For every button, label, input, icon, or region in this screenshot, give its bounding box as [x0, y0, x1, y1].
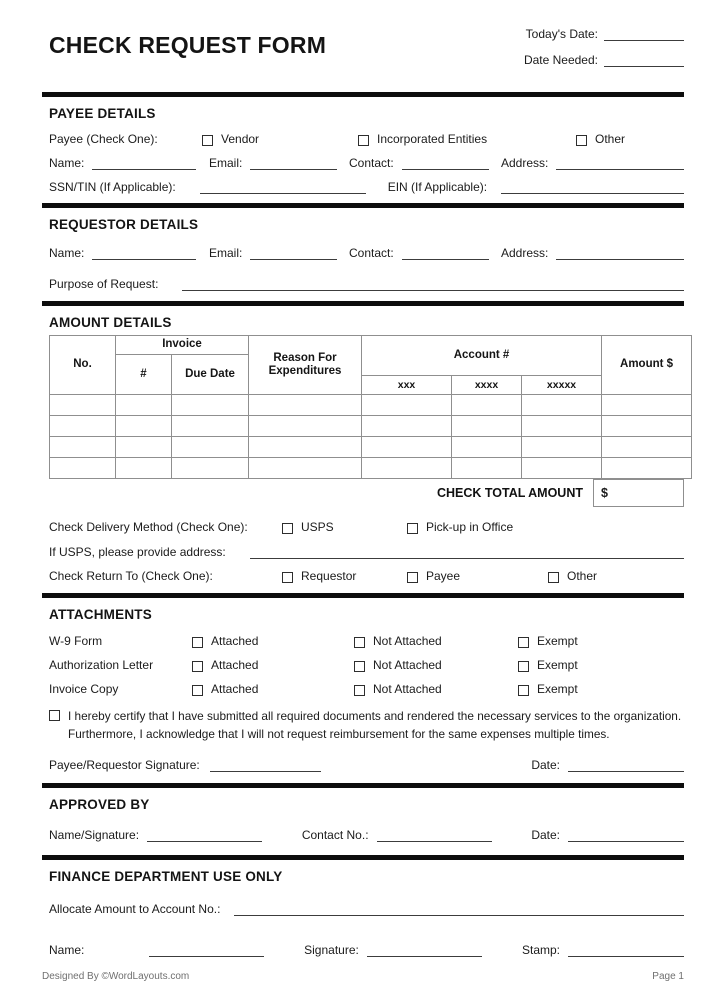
other-checkbox-icon[interactable]	[576, 135, 587, 146]
payee-ssn-label: SSN/TIN (If Applicable):	[49, 180, 176, 194]
approved-heading: APPROVED BY	[49, 796, 150, 812]
finance-signature-input[interactable]	[367, 942, 482, 957]
payee-ein-label: EIN (If Applicable):	[387, 180, 488, 194]
auth-exempt-option[interactable]: Exempt	[518, 658, 578, 672]
return-option-other[interactable]: Other	[548, 569, 597, 583]
vendor-checkbox-icon[interactable]	[202, 135, 213, 146]
requestor-address-label: Address:	[501, 246, 549, 260]
return-other-checkbox-icon[interactable]	[548, 572, 559, 583]
currency-symbol: $	[601, 486, 608, 500]
amount-cell[interactable]	[249, 458, 362, 479]
payee-option-other[interactable]: Other	[576, 132, 625, 146]
amount-cell[interactable]	[50, 416, 116, 437]
check-total-row	[49, 479, 684, 507]
attachments-date-input[interactable]	[568, 757, 684, 772]
requestor-checkbox-icon[interactable]	[282, 572, 293, 583]
amount-cell[interactable]	[50, 458, 116, 479]
section-divider	[42, 593, 684, 598]
amount-cell[interactable]	[602, 416, 692, 437]
auth-attached-checkbox-icon[interactable]	[192, 661, 203, 672]
payee-checkbox-icon[interactable]	[407, 572, 418, 583]
approved-date-label: Date:	[531, 827, 560, 842]
payee-option-incorporated[interactable]: Incorporated Entities	[358, 132, 576, 146]
approved-date-input[interactable]	[568, 827, 684, 842]
col-header-reason: Reason For Expenditures	[249, 336, 362, 395]
w9-not-attached-option[interactable]: Not Attached	[354, 634, 518, 648]
amount-cell[interactable]	[172, 416, 249, 437]
approved-by-section	[42, 797, 684, 855]
amount-cell[interactable]	[522, 416, 602, 437]
date-needed-row	[449, 52, 684, 67]
form-header	[42, 26, 684, 86]
allocate-input[interactable]	[234, 901, 684, 916]
col-header-invoice-number: #	[116, 355, 172, 395]
payee-signature-input[interactable]	[210, 757, 321, 772]
payee-signature-label: Payee/Requestor Signature:	[49, 757, 200, 772]
amount-cell[interactable]	[362, 437, 452, 458]
auth-attached-option[interactable]: Attached	[192, 658, 354, 672]
col-header-due-date: Due Date	[172, 355, 249, 395]
check-return-label: Check Return To (Check One):	[49, 569, 213, 583]
col-header-account: Account #	[362, 336, 602, 376]
invoice-not-attached-option[interactable]: Not Attached	[354, 682, 518, 696]
amount-cell[interactable]	[522, 395, 602, 416]
amount-cell[interactable]	[452, 416, 522, 437]
auth-exempt-checkbox-icon[interactable]	[518, 661, 529, 672]
requestor-details-section	[42, 217, 684, 301]
payee-email-label: Email:	[209, 156, 243, 170]
delivery-method-label: Check Delivery Method (Check One):	[49, 520, 248, 534]
check-total-input[interactable]	[593, 479, 684, 507]
purpose-label: Purpose of Request:	[49, 277, 159, 291]
attachment-row-invoice	[49, 682, 684, 696]
amount-cell[interactable]	[50, 395, 116, 416]
finance-heading: FINANCE DEPARTMENT USE ONLY	[49, 868, 283, 884]
w9-attached-checkbox-icon[interactable]	[192, 637, 203, 648]
finance-section	[42, 869, 684, 957]
finance-stamp-label: Stamp:	[521, 942, 560, 957]
amount-cell[interactable]	[362, 395, 452, 416]
date-needed-label: Date Needed:	[523, 53, 598, 67]
pickup-checkbox-icon[interactable]	[407, 523, 418, 534]
w9-not-attached-checkbox-icon[interactable]	[354, 637, 365, 648]
section-divider	[42, 783, 684, 788]
payee-details-section	[42, 106, 684, 203]
approved-name-input[interactable]	[147, 827, 262, 842]
payee-contact-label: Contact:	[349, 156, 394, 170]
payee-address-label: Address:	[501, 156, 549, 170]
requestor-email-label: Email:	[209, 246, 243, 260]
payee-name-label: Name:	[49, 156, 85, 170]
invoice-attached-checkbox-icon[interactable]	[192, 685, 203, 696]
invoice-attached-option[interactable]: Attached	[192, 682, 354, 696]
payee-name-input[interactable]	[92, 155, 196, 170]
payee-email-input[interactable]	[250, 155, 337, 170]
auth-not-attached-checkbox-icon[interactable]	[354, 661, 365, 672]
section-divider	[42, 203, 684, 208]
approved-contact-label: Contact No.:	[301, 827, 369, 842]
amount-cell[interactable]	[249, 395, 362, 416]
invoice-exempt-option[interactable]: Exempt	[518, 682, 578, 696]
w9-exempt-checkbox-icon[interactable]	[518, 637, 529, 648]
finance-signature-label: Signature:	[304, 942, 359, 957]
amount-cell[interactable]	[249, 437, 362, 458]
attachments-date-label: Date:	[531, 757, 560, 772]
attachment-row-authorization	[49, 658, 684, 672]
amount-cell[interactable]	[50, 437, 116, 458]
attachments-section	[42, 607, 684, 783]
payee-tax-row	[49, 179, 684, 194]
return-option-payee[interactable]: Payee	[407, 569, 548, 583]
allocate-label: Allocate Amount to Account No.:	[49, 901, 221, 916]
col-header-account-xxxxx: xxxxx	[522, 376, 602, 395]
delivery-option-pickup[interactable]: Pick-up in Office	[407, 520, 513, 534]
delivery-option-usps[interactable]: USPS	[282, 520, 407, 534]
invoice-copy-label: Invoice Copy	[49, 682, 119, 696]
payee-check-one-label: Payee (Check One):	[49, 132, 158, 146]
w9-attached-option[interactable]: Attached	[192, 634, 354, 648]
section-divider	[42, 855, 684, 860]
amount-table-row	[50, 416, 692, 437]
certification-checkbox-icon[interactable]	[49, 710, 60, 721]
requestor-contact-input[interactable]	[402, 245, 489, 260]
check-total-label: CHECK TOTAL AMOUNT	[436, 486, 583, 500]
auth-not-attached-option[interactable]: Not Attached	[354, 658, 518, 672]
approved-name-label: Name/Signature:	[49, 827, 140, 842]
payee-contact-input[interactable]	[402, 155, 489, 170]
requestor-heading: REQUESTOR DETAILS	[49, 217, 199, 232]
section-divider	[42, 301, 684, 306]
amount-cell[interactable]	[452, 395, 522, 416]
header-dates	[449, 26, 684, 78]
page-number: Page 1	[652, 970, 684, 982]
requestor-address-input[interactable]	[556, 245, 684, 260]
payee-heading: PAYEE DETAILS	[49, 106, 156, 121]
todays-date-input[interactable]	[604, 26, 684, 41]
amount-cell[interactable]	[362, 458, 452, 479]
payee-check-one-row	[49, 132, 684, 146]
amount-cell[interactable]	[452, 437, 522, 458]
amount-cell[interactable]	[602, 437, 692, 458]
amount-cell[interactable]	[602, 395, 692, 416]
page-title: CHECK REQUEST FORM	[49, 32, 327, 58]
todays-date-label: Today's Date:	[525, 27, 598, 41]
w9-exempt-option[interactable]: Exempt	[518, 634, 578, 648]
payee-ein-input[interactable]	[501, 179, 684, 194]
amount-cell[interactable]	[172, 395, 249, 416]
usps-checkbox-icon[interactable]	[282, 523, 293, 534]
amount-cell[interactable]	[116, 437, 172, 458]
payee-fields-row	[49, 155, 684, 170]
approved-contact-input[interactable]	[377, 827, 492, 842]
purpose-row	[49, 276, 684, 291]
amount-cell[interactable]	[522, 437, 602, 458]
certification-text: I hereby certify that I have submitted all required documents and rendered the necessary services to the organization. Furthermore, I acknowledge that I will not request reimbursement for the same expenses multiple times.	[68, 709, 682, 742]
signature-date-row	[49, 757, 684, 772]
return-option-requestor[interactable]: Requestor	[282, 569, 407, 583]
amount-heading: AMOUNT DETAILS	[49, 315, 172, 330]
todays-date-row	[449, 26, 684, 41]
amount-cell[interactable]	[172, 437, 249, 458]
col-header-amount: Amount $	[602, 336, 692, 395]
col-header-no: No.	[50, 336, 116, 395]
finance-name-label: Name:	[49, 942, 85, 957]
finance-fields-row	[49, 942, 684, 957]
amount-details-section	[42, 315, 684, 593]
amount-table-row	[50, 458, 692, 479]
attachments-heading: ATTACHMENTS	[49, 607, 152, 622]
delivery-method-row	[49, 520, 684, 534]
amount-cell[interactable]	[249, 416, 362, 437]
check-return-row	[49, 569, 684, 583]
invoice-exempt-checkbox-icon[interactable]	[518, 685, 529, 696]
invoice-not-attached-checkbox-icon[interactable]	[354, 685, 365, 696]
amount-cell[interactable]	[116, 416, 172, 437]
certification-row	[49, 707, 684, 744]
section-divider	[42, 92, 684, 97]
amount-cell[interactable]	[602, 458, 692, 479]
usps-address-row	[49, 544, 684, 559]
requestor-email-input[interactable]	[250, 245, 337, 260]
payee-ssn-input[interactable]	[200, 179, 366, 194]
amount-cell[interactable]	[452, 458, 522, 479]
requestor-fields-row	[49, 245, 684, 260]
date-needed-input[interactable]	[604, 52, 684, 67]
approved-fields-row	[49, 827, 684, 842]
page-footer	[42, 971, 684, 982]
amount-cell[interactable]	[172, 458, 249, 479]
requestor-name-input[interactable]	[92, 245, 196, 260]
finance-stamp-input[interactable]	[568, 942, 684, 957]
requestor-contact-label: Contact:	[349, 246, 394, 260]
col-header-invoice: Invoice	[116, 336, 249, 355]
amount-table-row	[50, 395, 692, 416]
amount-cell[interactable]	[116, 395, 172, 416]
allocate-row	[49, 901, 684, 916]
finance-name-input[interactable]	[149, 942, 264, 957]
col-header-account-xxx: xxx	[362, 376, 452, 395]
usps-address-label: If USPS, please provide address:	[49, 545, 226, 559]
designer-credit: Designed By ©WordLayouts.com	[42, 970, 190, 982]
col-header-account-xxxx: xxxx	[452, 376, 522, 395]
w9-label: W-9 Form	[49, 634, 103, 648]
incorporated-checkbox-icon[interactable]	[358, 135, 369, 146]
amount-cell[interactable]	[116, 458, 172, 479]
requestor-name-label: Name:	[49, 246, 85, 260]
usps-address-input[interactable]	[250, 544, 684, 559]
amount-cell[interactable]	[522, 458, 602, 479]
purpose-input[interactable]	[182, 276, 684, 291]
amount-table-row	[50, 437, 692, 458]
attachment-row-w9	[49, 634, 684, 648]
payee-option-vendor[interactable]: Vendor	[202, 132, 358, 146]
authorization-label: Authorization Letter	[49, 658, 154, 672]
amount-cell[interactable]	[362, 416, 452, 437]
payee-address-input[interactable]	[556, 155, 684, 170]
amount-table	[49, 335, 692, 479]
